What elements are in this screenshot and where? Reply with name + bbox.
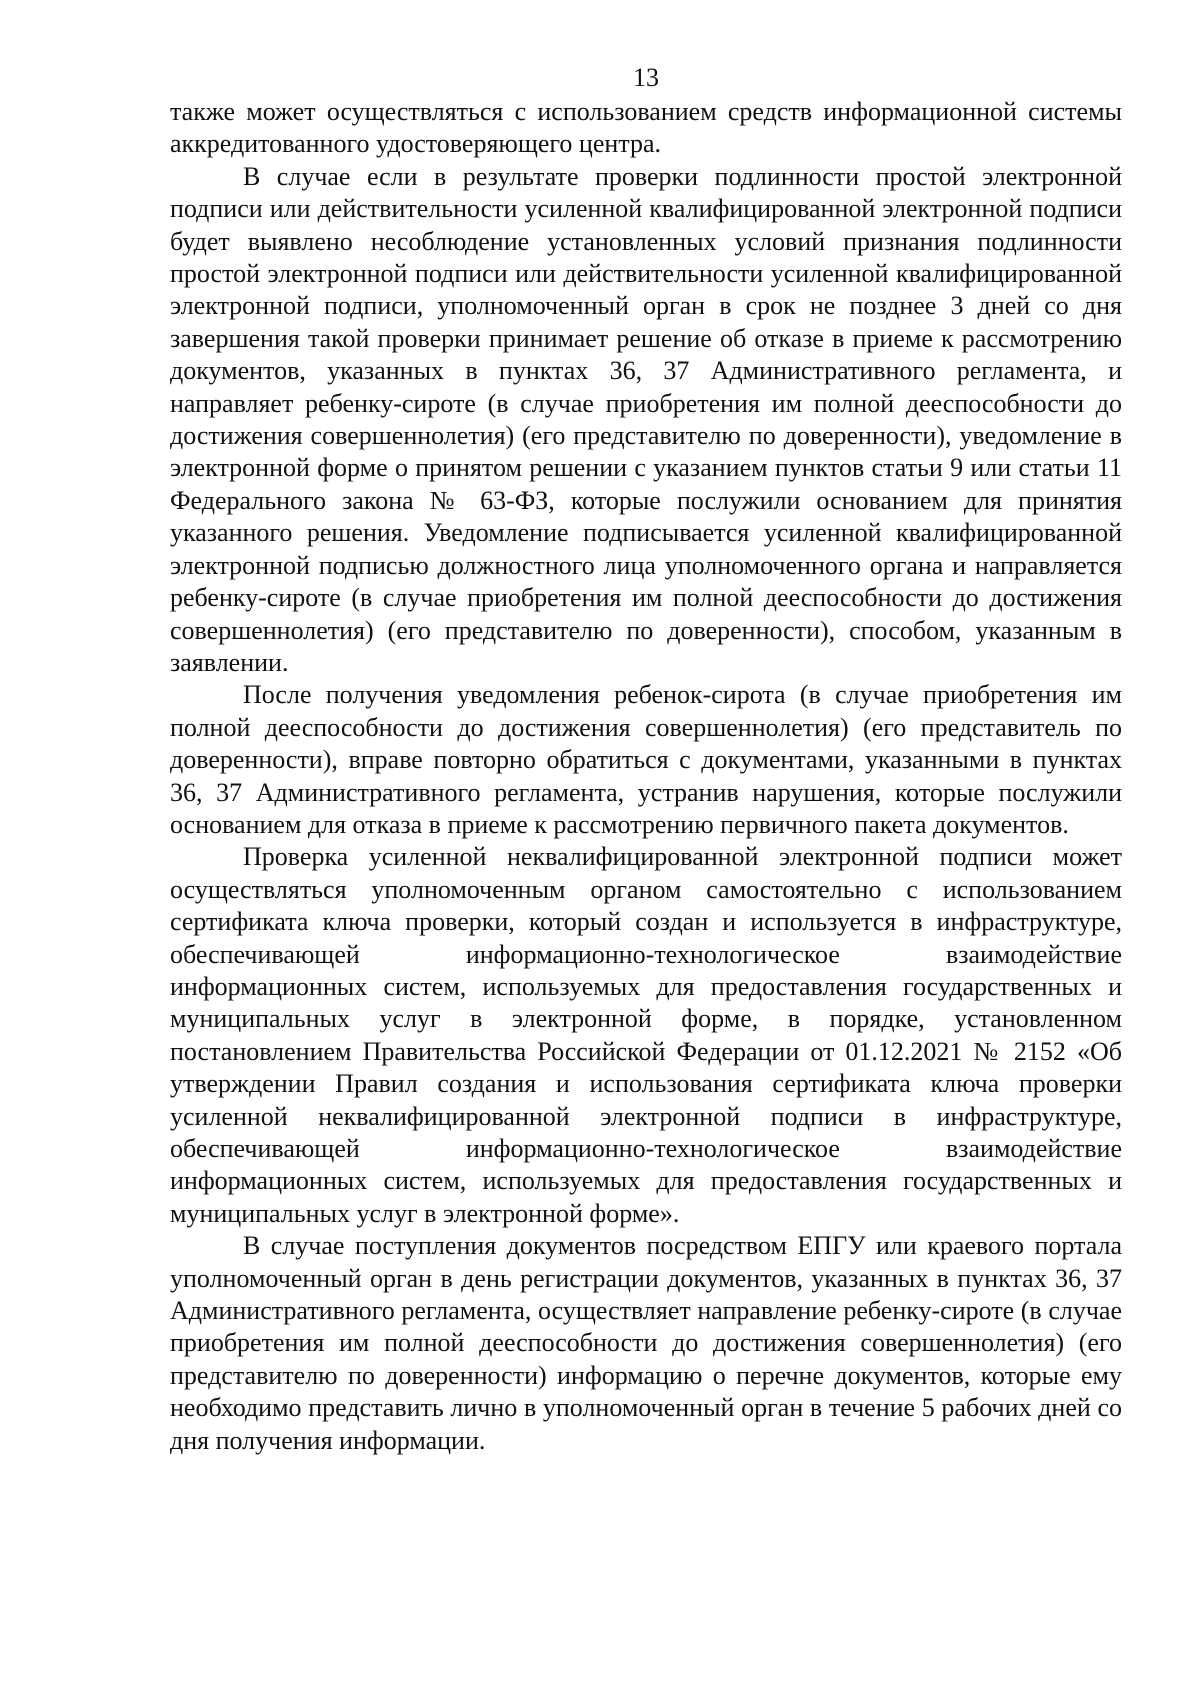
document-page (170, 60, 1122, 1457)
paragraph-signature-check-failure: В случае если в результате проверки подлинности простой электронной подписи или действительности усиленной квалифицированной электронной подписи будет выявлено несоблюдение установленных условий признания подлинности простой электронной подписи или действительности усиленной квалифицированной электронной подписи, уполномоченный орган в срок не позднее 3 дней со дня завершения такой проверки принимает решение об отказе в приеме к рассмотрению документов, указанных в пунктах 36, 37 Административного регламента, и направляет ребенку-сироте (в случае приобретения им полной дееспособности до достижения совершеннолетия) (его представителю по доверенности), уведомление в электронной форме о принятом решении с указанием пунктов статьи 9 или статьи 11 Федерального закона № 63-ФЗ, которые послужили основанием для принятия указанного решения. Уведомление подписывается усиленной квалифицированной электронной подписью должностного лица уполномоченного органа и направляется ребенку-сироте (в случае приобретения им полной дееспособности до достижения совершеннолетия) (его представителю по доверенности), способом, указанным в заявлении. (170, 161, 1122, 677)
paragraph-repeat-application: После получения уведомления ребенок-сирота (в случае приобретения им полной дееспособности до достижения совершеннолетия) (его представитель по доверенности), вправе повторно обратиться с документами, указанными в пунктах 36, 37 Административного регламента, устранив нарушения, которые послужили основанием для отказа в приеме к рассмотрению первичного пакета документов. (170, 680, 1122, 839)
paragraph-epgu-submission: В случае поступления документов посредством ЕПГУ или краевого портала уполномоченный орган в день регистрации документов, указанных в пунктах 36, 37 Административного регламента, осуществляет направление ребенку-сироте (в случае приобретения им полной дееспособности до достижения совершеннолетия) (его представителю по доверенности) информацию о перечне документов, которые ему необходимо представить лично в уполномоченный орган в течение 5 рабочих дней со дня получения информации. (170, 1231, 1122, 1455)
page-number: 13 (633, 63, 659, 92)
paragraph-unqualified-signature-check: Проверка усиленной неквалифицированной электронной подписи может осуществляться уполномоченным органом самостоятельно с использованием сертификата ключа проверки, который создан и используется в инфраструктуре, обеспечивающей информационно-технологическое взаимодействие информационных систем, используемых для предоставления государственных и муниципальных услуг в электронной форме, в порядке, установленном постановлением Правительства Российской Федерации от 01.12.2021 № 2152 «Об утверждении Правил создания и использования сертификата ключа проверки усиленной неквалифицированной электронной подписи в инфраструктуре, обеспечивающей информационно-технологическое взаимодействие информационных систем, используемых для предоставления государственных и муниципальных услуг в электронной форме». (170, 842, 1122, 1228)
paragraph-continuation: также может осуществляться с использованием средств информационной системы аккредитованного удостоверяющего центра. (170, 97, 1122, 159)
